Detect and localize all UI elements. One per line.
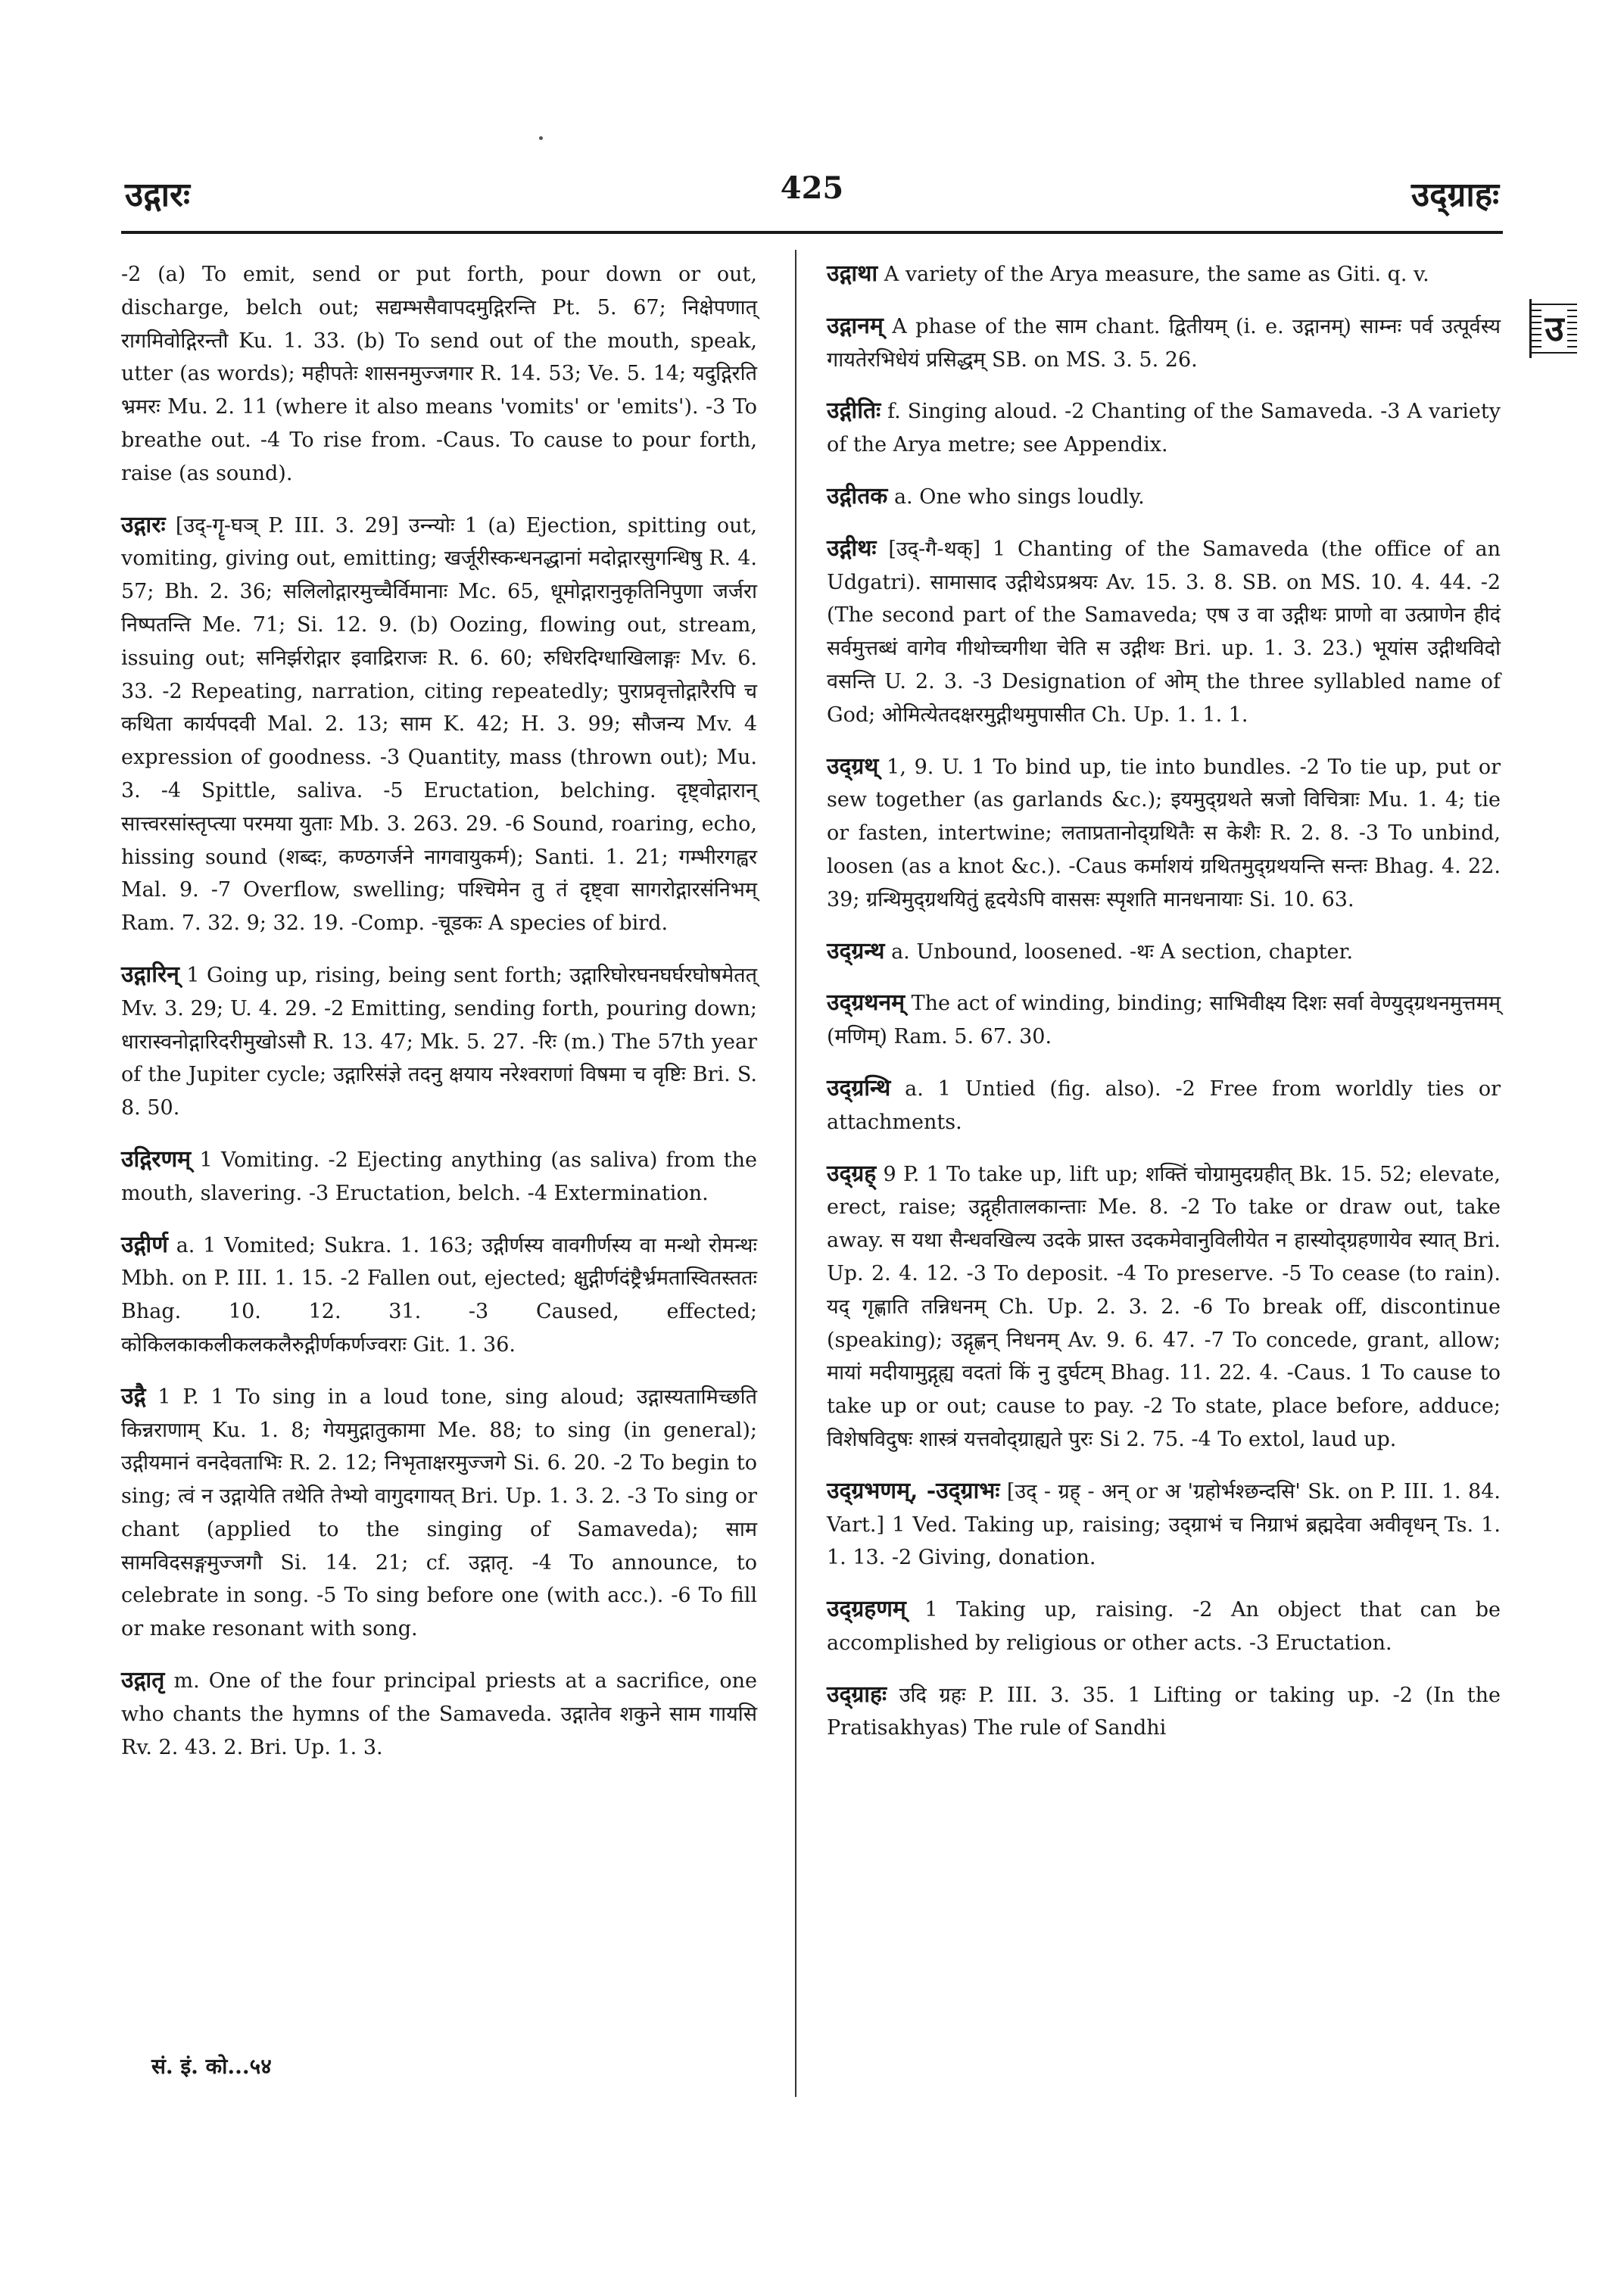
entry-headword: उद्ग्रह् (827, 1160, 877, 1187)
page-number: 425 (780, 170, 844, 206)
entry-headword: उद्ग्रथनम् (827, 989, 906, 1017)
dictionary-entry (121, 1380, 757, 1646)
left-column (121, 257, 757, 1782)
stray-dot (539, 136, 543, 140)
dictionary-entry (827, 1678, 1501, 1746)
entry-definition: 1 P. 1 To sing in a loud tone, sing aloud; उद्गास्यतामिच्छति किन्नराणाम् Ku. 1. 8; गेयमुद्गातुकामा Me. 88; to sing (in general); उद्गीयमानं वनदेवताभिः R. 2. 12; निभृताक्षरमुज्जगे Si. 6. 20. -2 To begin to sing; त्वं न उद्गायेति तथेति तेभ्यो वागुदगायत् Bri. Up. 1. 3. 2. -3 To sing or chant (applied to the singing of Samaveda); साम सामविदसङ्गमुज्जगौ Si. 14. 21; cf. उद्गातृ. -4 To announce, to celebrate in song. -5 To sing before one (with acc.). -6 To fill or make resonant with song. (121, 1385, 757, 1641)
entry-definition: 9 P. 1 To take up, lift up; शक्तिं चोग्रामुदग्रहीत् Bk. 15. 52; elevate, erect, raise; उद्गृहीतालकान्ताः Me. 8. -2 To take or draw out, take away. स यथा सैन्धवखिल्य उदके प्रास्त उदकमेवानुविलीयेत न हास्योद्ग्रहणायेव स्यात् Bri. Up. 2. 4. 12. -3 To deposit. -4 To preserve. -5 To cease (to rain). यद् गृह्णाति तन्निधनम् Ch. Up. 2. 3. 2. -6 To break off, discontinue (speaking); उद्गृह्णन् निधनम् Av. 9. 6. 47. -7 To concede, grant, allow; मायां मदीयामुद्गृह्य वदतां किं नु दुर्घटम् Bhag. 11. 22. 4. -Caus. 1 To cause to take up or out; cause to pay. -2 To state, place before, adduce; विशेषविदुषः शास्त्रं यत्तवोद्ग्राह्यते पुरः Si 2. 75. -4 To extol, laud up. (827, 1162, 1501, 1451)
entry-headword: उद्गै (121, 1382, 146, 1410)
entry-definition: उदि ग्रहः P. III. 3. 35. 1 Lifting or taking up. -2 (In the Pratisakhyas) The rule of Sandhi (827, 1683, 1501, 1740)
dictionary-entry (121, 1664, 757, 1764)
entry-headword: उद्गीतिः (827, 397, 881, 425)
letter-thumb-tab (1529, 299, 1577, 358)
entry-definition: 1, 9. U. 1 To bind up, tie into bundles. -2 To tie up, put or sew together (as garlands &c.); इयमुद्ग्रथते स्रजो विचित्राः Mu. 1. 4; tie or fasten, intertwine; लताप्रतानोद्ग्रथितैः स केशैः R. 2. 8. -3 To unbind, loosen (as a knot &c.). -Caus कर्माशयं ग्रथितमुद्ग्रथयन्ति सन्तः Bhag. 4. 22. 39; ग्रन्थिमुद्ग्रथयितुं हृदयेऽपि वाससः स्पृशति मानधनायाः Si. 10. 63. (827, 755, 1501, 911)
entry-definition: f. Singing aloud. -2 Chanting of the Samaveda. -3 A variety of the Arya metre; see Appendix. (827, 400, 1501, 457)
entry-definition: [उद्-गै-थक्] 1 Chanting of the Samaveda (the office of an Udgatri). सामासाद उद्गीथेऽप्रश्रयः Av. 15. 3. 8. SB. on MS. 10. 4. 44. -2 (The second part of the Samaveda; एष उ वा उद्गीथः प्राणो वा उत्प्राणेन हीदं सर्वमुत्तब्धं वागेव गीथोच्चगीथा चेति स उद्गीथः Bri. up. 1. 3. 23.) भूयांस उद्गीथविदो वसन्ति U. 2. 3. -3 Designation of ओम् the three syllabled name of God; ओमित्येतदक्षरमुद्गीथमुपासीत Ch. Up. 1. 1. 1. (827, 537, 1501, 727)
entry-definition: A variety of the Arya measure, the same as Giti. q. v. (884, 263, 1429, 286)
entry-headword: उद्गानम् (827, 312, 884, 339)
dictionary-entry (827, 935, 1501, 969)
dictionary-entry (121, 1143, 757, 1210)
entry-headword: उद्ग्रन्थि (827, 1074, 891, 1101)
dictionary-entry (827, 257, 1501, 291)
entry-headword: उद्गारः (121, 511, 166, 538)
entry-headword: उद्ग्रथ् (827, 752, 879, 780)
dictionary-entry (827, 986, 1501, 1054)
entry-definition: m. One of the four principal priests at a sacrifice, one who chants the hymns of the Samaveda. उद्गातेव शकुने साम गायसि Rv. 2. 43. 2. Bri. Up. 1. 3. (121, 1669, 757, 1759)
entry-definition: -2 (a) To emit, send or put forth, pour down or out, discharge, belch out; सद्यम्भसैवापदमुद्गिरन्ति Pt. 5. 67; निक्षेपणात् रागमिवोद्गिरन्तौ Ku. 1. 33. (b) To send out of the mouth, speak, utter (as words); महीपतेः शासनमुज्जगार R. 14. 53; Ve. 5. 14; यदुद्गिरति भ्रमरः Mu. 2. 11 (where it also means 'vomits' or 'emits'). -3 To breathe out. -4 To rise from. -Caus. To cause to pour forth, raise (as sound). (121, 263, 757, 485)
page-header (125, 170, 1499, 223)
dictionary-entry (827, 1157, 1501, 1456)
entry-headword: उद्गाथा (827, 260, 878, 287)
entry-headword: उद्गीथः (827, 534, 877, 562)
dictionary-entry (121, 1229, 757, 1362)
column-divider (795, 250, 796, 2097)
header-rule (121, 231, 1503, 234)
dictionary-entry (121, 509, 757, 940)
entry-definition: 1 Taking up, raising. -2 An object that can be accomplished by religious or other acts. -3 Eructation. (827, 1598, 1501, 1655)
dictionary-entry (827, 1475, 1501, 1575)
dictionary-entry (827, 310, 1501, 377)
entry-definition: 1 Going up, rising, being sent forth; उद्गारिघोरघनघर्घरघोषमेतत् Mv. 3. 29; U. 4. 29. -2 Emitting, sending forth, pouring down; धारास्वनोद्गारिदरीमुखोऽसौ R. 13. 47; Mk. 5. 27. -रिः (m.) The 57th year of the Jupiter cycle; उद्गारिसंज्ञे तदनु क्षयाय नरेश्वराणां विषमा च वृष्टिः Bri. S. 8. 50. (121, 963, 757, 1120)
dictionary-entry (827, 1072, 1501, 1139)
dictionary-entry (827, 1593, 1501, 1660)
entry-headword: उद्गिरणम् (121, 1145, 192, 1173)
entry-headword: उद्ग्रन्थ (827, 937, 885, 964)
entry-definition: The act of winding, binding; साभिवीक्ष्य दिशः सर्वा वेण्युद्ग्रथनमुत्तमम् (मणिम्) Ram. 5. 67. 30. (827, 992, 1501, 1049)
entry-definition: a. 1 Untied (fig. also). -2 Free from worldly ties or attachments. (827, 1076, 1501, 1134)
dictionary-entry (121, 958, 757, 1125)
entry-definition: [उद् - ग्रह् - अन् or अ 'ग्रहोर्भश्छन्दसि' Sk. on P. III. 1. 84. Vart.] 1 Ved. Taking up, raising; उद्ग्राभं च निग्राभं ब्रह्मदेवा अवीवृधन् Ts. 1. 1. 13. -2 Giving, donation. (827, 1479, 1501, 1570)
entry-definition: a. Unbound, loosened. -थः A section, chapter. (891, 939, 1354, 964)
entry-headword: उद्ग्रहणम् (827, 1596, 906, 1623)
right-column (827, 257, 1501, 1763)
dictionary-entry (827, 394, 1501, 462)
entry-definition: a. One who sings loudly. (893, 484, 1145, 509)
entry-headword: उद्गारिन् (121, 961, 179, 988)
entry-headword: उद्ग्रभणम्, -उद्ग्राभः (827, 1477, 1000, 1504)
entry-headword: उद्ग्राहः (827, 1681, 887, 1708)
dictionary-entry (121, 257, 757, 491)
left-running-headword: उद्गारः (125, 176, 190, 214)
dictionary-entry (827, 750, 1501, 917)
thumb-tab-letter: उ (1541, 307, 1566, 350)
entry-headword: उद्गीर्ण (121, 1231, 168, 1258)
entry-definition: A phase of the साम chant. द्वितीयम् (i. e. उद्गानम्) साम्नः पर्व उत्पूर्वस्य गायतेरभिधेयं प्रसिद्धम् SB. on MS. 3. 5. 26. (827, 314, 1501, 372)
right-running-headword: उद्ग्राहः (1411, 176, 1499, 214)
entry-definition: [उद्-गॄ-घञ् P. III. 3. 29] उन्न्योः 1 (a) Ejection, spitting out, vomiting, giving out, emitting; खर्जूरीस्कन्धनद्धानां मदोद्गारसुगन्धिषु R. 4. 57; Bh. 2. 36; सलिलोद्गारमुच्चैर्विमानाः Mc. 65, धूमोद्गारानुकृतिनिपुणा जर्जरा निष्पतन्ति Me. 71; Si. 12. 9. (b) Oozing, flowing out, stream, issuing out; सनिर्झरोद्गार इवाद्रिराजः R. 6. 60; रुधिरदिग्धाखिलाङ्गः Mv. 6. 33. -2 Repeating, narration, citing repeatedly; पुराप्रवृत्तोद्गारैरपि च कथिता कार्यपदवी Mal. 2. 13; साम K. 42; H. 3. 99; सौजन्य Mv. 4 expression of goodness. -3 Quantity, mass (thrown out); Mu. 3. -4 Spittle, saliva. -5 Eructation, belching. दृष्ट्वोद्गारान् सात्त्वरसांस्तृप्त्या परमया युताः Mb. 3. 263. 29. -6 Sound, roaring, echo, hissing sound (शब्दः, कण्ठगर्जने नागवायुकर्म); Santi. 1. 21; गम्भीरगह्वर Mal. 9. -7 Overflow, swelling; पश्चिमेन तु तं दृष्ट्वा सागरोद्गारसंनिभम् Ram. 7. 32. 9; 32. 19. -Comp. -चूडकः A species of bird. (121, 513, 757, 936)
entry-headword: उद्गातृ (121, 1667, 165, 1694)
dictionary-entry (827, 532, 1501, 732)
entry-headword: उद्गीतक (827, 482, 888, 509)
entry-definition: 1 Vomiting. -2 Ejecting anything (as saliva) from the mouth, slavering. -3 Eructation, belch. -4 Extermination. (121, 1148, 757, 1205)
entry-definition: a. 1 Vomited; Sukra. 1. 163; उद्गीर्णस्य वावगीर्णस्य वा मन्थो रोमन्थः Mbh. on P. III. 1. 15. -2 Fallen out, ejected; क्षुद्गीर्णदंष्ट्रैर्भ्रमतास्वितस्ततः Bhag. 10. 12. 31. -3 Caused, effected; कोकिलकाकलीकलकलैरुद्गीर्णकर्णज्वराः Git. 1. 36. (121, 1233, 757, 1357)
dictionary-entry (827, 480, 1501, 514)
signature-mark: सं. इं. को...५४ (151, 2054, 272, 2079)
